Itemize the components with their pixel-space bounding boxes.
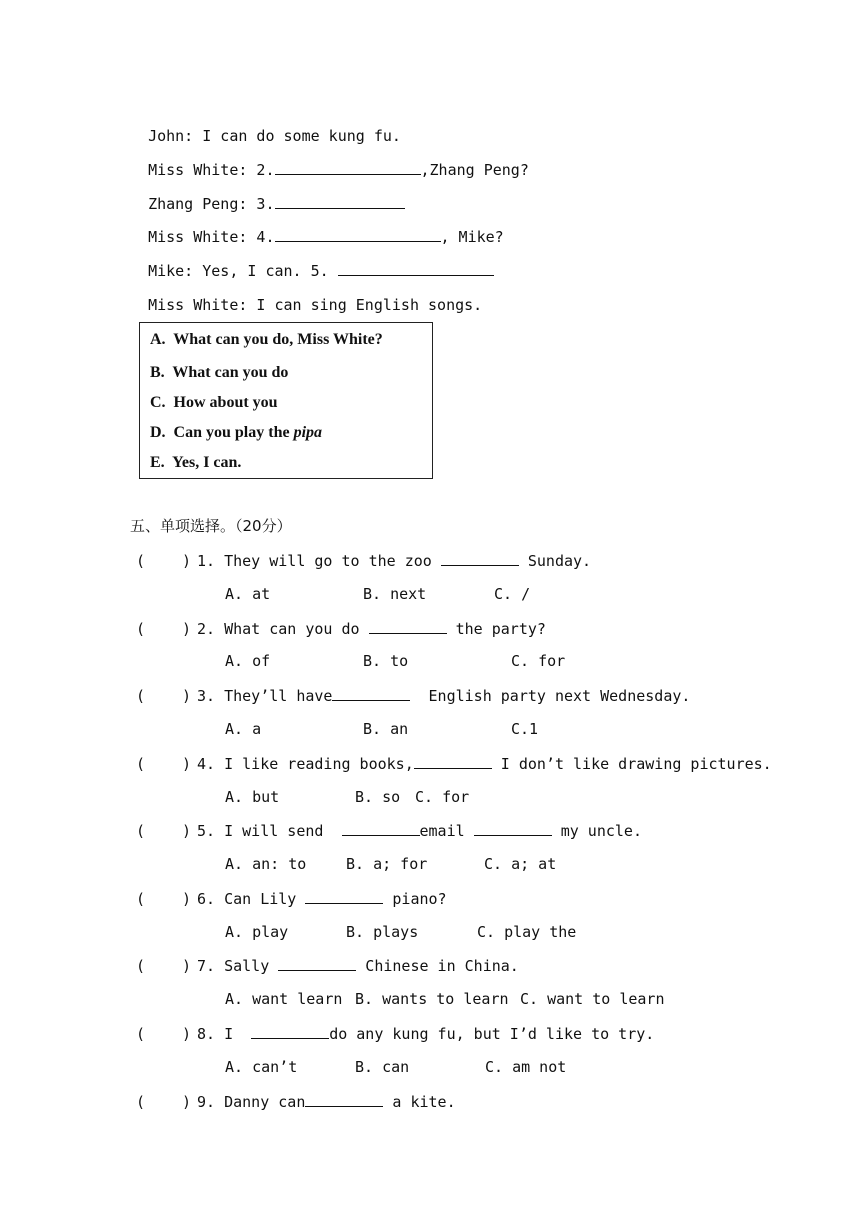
answer-blank[interactable]	[305, 889, 383, 904]
dialogue-text: Zhang Peng: 3.	[148, 195, 275, 213]
question-stem: What can you do	[224, 620, 369, 638]
choice-c[interactable]: C.1	[511, 720, 539, 738]
answer-paren[interactable]: (	[136, 755, 146, 773]
option-a: A. What can you do, Miss White?	[150, 331, 383, 348]
question-stem: Danny can	[224, 1093, 306, 1111]
question-number: 8.	[197, 1025, 216, 1043]
question-number: 2.	[197, 620, 216, 638]
answer-paren-close: )	[182, 620, 192, 638]
question-stem-end: my uncle.	[551, 822, 642, 840]
choice-a[interactable]: A. play	[225, 923, 289, 941]
choice-a[interactable]: A. want learn	[225, 990, 343, 1008]
choice-b[interactable]: B. next	[363, 585, 427, 603]
answer-paren[interactable]: (	[136, 1093, 146, 1111]
answer-paren[interactable]: (	[136, 822, 146, 840]
answer-paren[interactable]: (	[136, 687, 146, 705]
question-number: 5.	[197, 822, 216, 840]
question-text	[182, 551, 591, 571]
answer-blank[interactable]	[275, 160, 421, 175]
option-b: B. What can you do	[150, 364, 289, 381]
question-stem: Sally	[224, 957, 279, 975]
choice-b[interactable]: B. wants to learn	[355, 990, 509, 1008]
option-e: E. Yes, I can.	[150, 454, 242, 471]
answer-paren[interactable]: (	[136, 1025, 146, 1043]
question-text	[182, 754, 772, 774]
question-number: 9.	[197, 1093, 216, 1111]
question-stem-end: a kite.	[383, 1093, 456, 1111]
answer-blank[interactable]	[275, 227, 441, 242]
option-d	[150, 424, 322, 442]
answer-blank[interactable]	[251, 1024, 329, 1039]
answer-blank[interactable]	[278, 956, 356, 971]
choice-c[interactable]: C. for	[415, 788, 470, 806]
question-stem: Can Lily	[224, 890, 306, 908]
options-box	[139, 322, 433, 479]
answer-paren-close: )	[182, 1025, 192, 1043]
choice-a[interactable]: A. of	[225, 652, 271, 670]
answer-paren-close: )	[182, 957, 192, 975]
question-text	[182, 889, 447, 909]
question-number: 6.	[197, 890, 216, 908]
choice-b[interactable]: B. a; for	[346, 855, 428, 873]
choice-b[interactable]: B. can	[355, 1058, 410, 1076]
question-text	[182, 686, 690, 706]
choice-c[interactable]: C. for	[511, 652, 566, 670]
choice-a[interactable]: A. a	[225, 720, 262, 738]
answer-paren-close: )	[182, 687, 192, 705]
question-stem-end: Sunday.	[518, 552, 592, 570]
question-stem: I like reading books,	[224, 755, 414, 773]
dialogue-text: Miss White: I can sing English songs.	[148, 296, 483, 314]
answer-blank[interactable]	[332, 686, 410, 701]
question-stem: I	[224, 1025, 252, 1043]
choice-b[interactable]: B. plays	[346, 923, 419, 941]
dialogue-text: , Mike?	[440, 228, 504, 246]
question-text	[182, 619, 546, 639]
question-number: 3.	[197, 687, 216, 705]
dialogue-line-6	[130, 275, 482, 315]
question-stem: They will go to the zoo	[224, 552, 441, 570]
answer-paren-close: )	[182, 755, 192, 773]
choice-a[interactable]: A. at	[225, 585, 271, 603]
answer-blank[interactable]	[414, 754, 492, 769]
section-title: 五、单项选择。（20分）	[130, 517, 292, 535]
question-text	[182, 956, 519, 976]
answer-blank[interactable]	[338, 261, 494, 276]
question-number: 7.	[197, 957, 216, 975]
choice-c[interactable]: C. want to learn	[520, 990, 665, 1008]
question-stem: I will send	[224, 822, 342, 840]
question-stem-end: English party next Wednesday.	[410, 687, 691, 705]
answer-paren-close: )	[182, 1093, 192, 1111]
question-stem-end: the party?	[446, 620, 546, 638]
answer-paren-close: )	[182, 890, 192, 908]
answer-blank[interactable]	[474, 821, 552, 836]
question-stem-end: I don’t like drawing pictures.	[491, 755, 772, 773]
question-text	[182, 821, 642, 841]
dialogue-text: Mike: Yes, I can. 5.	[148, 262, 338, 280]
option-c: C. How about you	[150, 394, 278, 411]
choice-a[interactable]: A. but	[225, 788, 280, 806]
choice-a[interactable]: A. can’t	[225, 1058, 298, 1076]
choice-c[interactable]: C. am not	[485, 1058, 567, 1076]
question-stem-mid: email	[419, 822, 474, 840]
question-number: 4.	[197, 755, 216, 773]
option-d-text: D. Can you play the	[150, 424, 294, 441]
question-text	[182, 1024, 654, 1044]
choice-b[interactable]: B. to	[363, 652, 409, 670]
dialogue-text: Miss White: 2.	[148, 161, 275, 179]
choice-c[interactable]: C. /	[494, 585, 531, 603]
choice-c[interactable]: C. a; at	[484, 855, 557, 873]
choice-b[interactable]: B. so	[355, 788, 401, 806]
answer-blank[interactable]	[369, 619, 447, 634]
answer-paren[interactable]: (	[136, 890, 146, 908]
answer-blank[interactable]	[441, 551, 519, 566]
question-number: 1.	[197, 552, 216, 570]
question-stem-end: do any kung fu, but I’d like to try.	[329, 1025, 655, 1043]
question-stem-end: Chinese in China.	[356, 957, 519, 975]
dialogue-text: ,Zhang Peng?	[420, 161, 529, 179]
answer-paren[interactable]: (	[136, 552, 146, 570]
dialogue-text: Miss White: 4.	[148, 228, 275, 246]
answer-paren[interactable]: (	[136, 620, 146, 638]
question-stem: They’ll have	[224, 687, 333, 705]
choice-b[interactable]: B. an	[363, 720, 409, 738]
choice-a[interactable]: A. an: to	[225, 855, 307, 873]
question-stem-end: piano?	[383, 890, 447, 908]
option-d-italic: pipa	[293, 424, 323, 441]
answer-paren-close: )	[182, 822, 192, 840]
answer-paren[interactable]: (	[136, 957, 146, 975]
choice-c[interactable]: C. play the	[477, 923, 577, 941]
question-text	[182, 1092, 456, 1112]
answer-blank[interactable]	[305, 1092, 383, 1107]
answer-paren-close: )	[182, 552, 192, 570]
dialogue-text: John: I can do some kung fu.	[148, 127, 401, 145]
answer-blank[interactable]	[342, 821, 420, 836]
